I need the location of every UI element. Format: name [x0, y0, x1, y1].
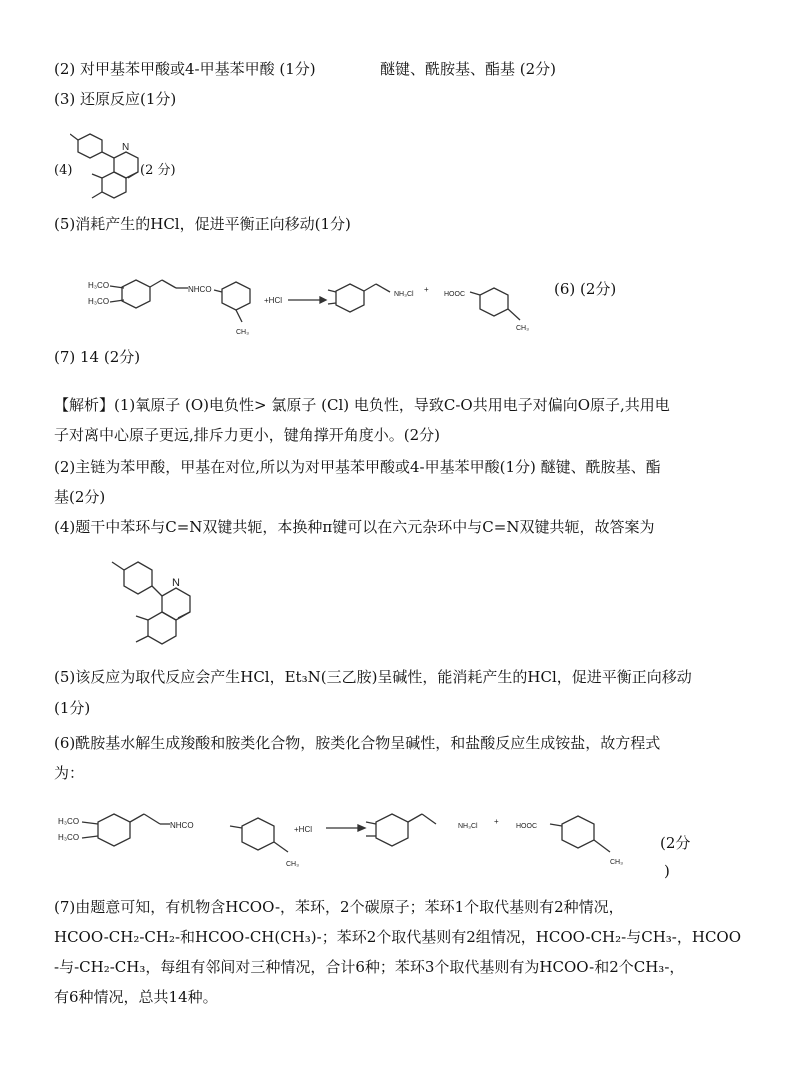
nhco-label: NHCO [188, 285, 212, 294]
hooc-label: HOOC [444, 291, 465, 298]
plus-label-2: + [494, 817, 499, 826]
analysis-6-score-paren: ) [664, 862, 670, 880]
hooc-label-2: HOOC [516, 823, 537, 830]
analysis-7d: 有6种情况，总共14种。 [54, 988, 218, 1006]
answer-3: (3) 还原反应(1分) [54, 90, 177, 108]
analysis-1b: 子对离中心原子更远,排斥力更小，键角撑开角度小。(2分) [54, 426, 441, 444]
isoquinoline-structure-large [108, 556, 228, 656]
ch3-label-3: CH₃ [286, 861, 299, 868]
answer-4-score: (2 分) [140, 163, 176, 178]
n-label: N [122, 142, 130, 153]
analysis-5: (5)该反应为取代反应会产生HCl，Et₃N(三乙胺)呈碱性，能消耗产生的HCl，促进平衡正向移动 [54, 668, 692, 686]
reaction-equation-1 [88, 270, 558, 340]
h3co-label-3: H₃CO [58, 817, 80, 826]
n-label-large: N [172, 577, 180, 589]
analysis-7: (7)由题意可知，有机物含HCOO-，苯环，2个碳原子；苯环1个取代基则有2种情况， [54, 898, 624, 916]
analysis-2b: 基(2分) [54, 488, 106, 506]
analysis-7c: -与-CH₂-CH₃，每组有邻间对三种情况，合计6种；苯环3个取代基则有为HCOO-和2个CH₃-， [54, 958, 685, 976]
analysis-2: (2)主链为苯甲酸，甲基在对位,所以为对甲基苯甲酸或4-甲基苯甲酸(1分) 醚键、酰胺基、酯 [54, 458, 661, 476]
ch3-label-2: CH₃ [516, 325, 529, 332]
plus-label: + [424, 285, 429, 294]
nh3cl-label: NH₃Cl [394, 291, 414, 298]
plus-hcl-label-2: +HCl [294, 825, 313, 834]
answer-2-groups: 醚键、酰胺基、酯基 (2分) [380, 60, 557, 78]
analysis-7b: HCOO-CH₂-CH₂-和HCOO-CH(CH₃)-；苯环2个取代基则有2组情况，HCOO-CH₂-与CH₃-，HCOO [54, 928, 742, 946]
reaction-equation-2 [58, 806, 658, 876]
answer-2: (2) 对甲基苯甲酸或4-甲基苯甲酸 (1分) [54, 60, 316, 78]
analysis-6-score: (2分 [660, 834, 691, 852]
ch3-label-4: CH₃ [610, 859, 623, 866]
plus-hcl-label: +HCl [264, 296, 283, 305]
ch3-label-1: CH₃ [236, 329, 249, 336]
h3co-label-4: H₃CO [58, 833, 80, 842]
analysis-6: (6)酰胺基水解生成羧酸和胺类化合物，胺类化合物呈碱性，和盐酸反应生成铵盐，故方程式 [54, 734, 661, 752]
answer-7: (7) 14 (2分) [54, 348, 141, 366]
nhco-label-2: NHCO [170, 821, 194, 830]
answer-5: (5)消耗产生的HCl，促进平衡正向移动(1分) [54, 215, 351, 233]
answer-4-label: (4) [54, 163, 73, 178]
answer-6-label: (6) (2分) [554, 280, 617, 298]
analysis-6b: 为： [54, 764, 85, 782]
analysis-4: (4)题干中苯环与C=N双键共轭，本换种π键可以在六元杂环中与C=N双键共轭，故答案为 [54, 518, 655, 536]
nh3cl-label-2: NH₃Cl [458, 823, 478, 830]
analysis-5b: (1分) [54, 699, 91, 717]
analysis-1: 【解析】(1)氧原子 (O)电负性> 氯原子 (Cl) 电负性，导致C-O共用电子对偏向O原子,共用电 [54, 396, 670, 414]
h3co-label-2: H₃CO [88, 297, 110, 306]
h3co-label-1: H₃CO [88, 281, 110, 290]
